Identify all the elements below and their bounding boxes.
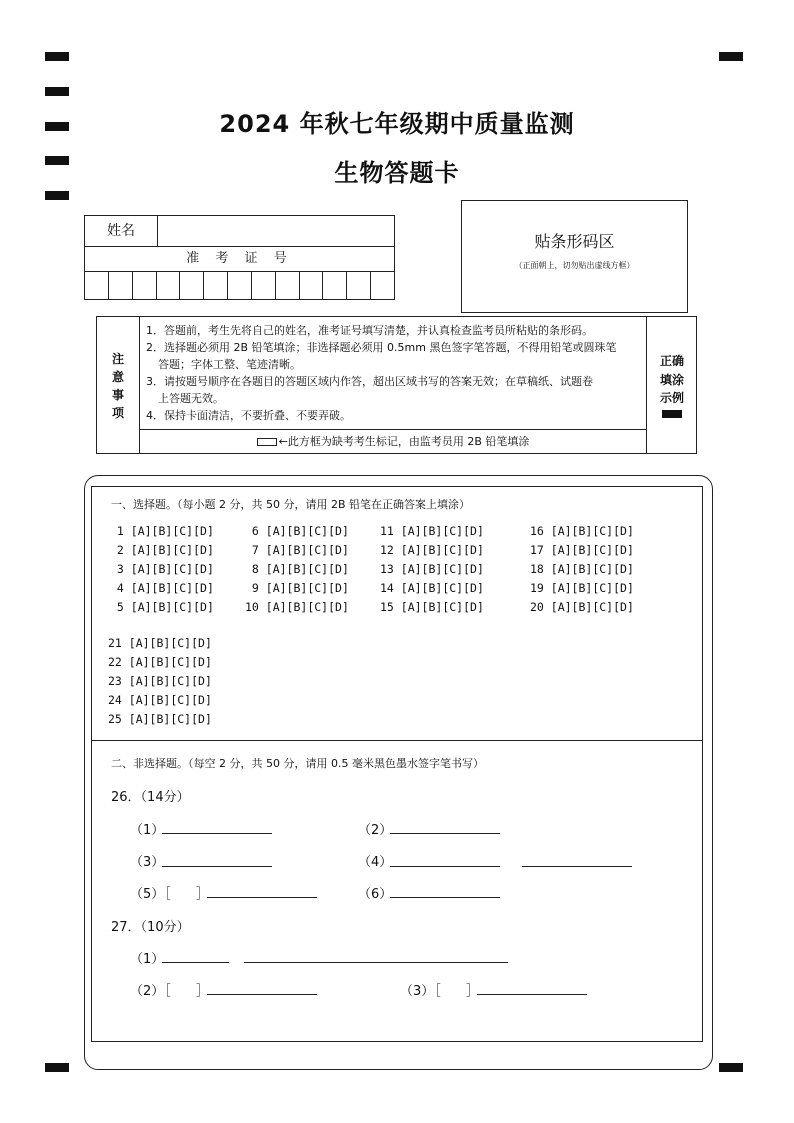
name-row: [85, 216, 394, 247]
example-text: 填涂: [659, 373, 684, 387]
mc-question-16[interactable]: [530, 524, 634, 538]
q26-bracket-close: ］: [196, 887, 210, 902]
answer-blank[interactable]: [390, 897, 500, 898]
mc-options[interactable]: [A][B][C][D]: [130, 581, 214, 595]
mc-question-13[interactable]: [380, 562, 484, 576]
answer-blank[interactable]: [207, 994, 317, 995]
mc-question-9[interactable]: [245, 581, 349, 595]
exam-id-cell[interactable]: [300, 272, 324, 300]
exam-id-cell[interactable]: [323, 272, 347, 300]
page-title: 2024 年秋七年级期中质量监测: [219, 110, 575, 138]
mc-question-number: 7: [245, 543, 266, 557]
q26-label: （2）: [358, 823, 393, 838]
mc-question-number: 15: [380, 600, 401, 614]
mc-question-10[interactable]: [245, 600, 349, 614]
mc-question-number: 23: [108, 674, 129, 688]
registration-mark: [45, 191, 69, 200]
mc-options[interactable]: [A][B][C][D]: [550, 581, 634, 595]
answer-blank[interactable]: [390, 866, 500, 867]
notice-item: 2．选择题必须用 2B 铅笔填涂；非选择题必须用 0.5mm 黑色签字笔答题，不得用铅笔或圆珠笔: [146, 341, 617, 354]
mc-question-number: 17: [530, 543, 551, 557]
mc-question-number: 19: [530, 581, 551, 595]
answer-blank[interactable]: [477, 994, 587, 995]
name-label: 姓名: [85, 216, 158, 246]
mc-question-20[interactable]: [530, 600, 634, 614]
mc-question-25[interactable]: [108, 712, 212, 726]
mc-question-number: 2: [110, 543, 131, 557]
mc-options[interactable]: [A][B][C][D]: [130, 524, 214, 538]
mc-options[interactable]: [A][B][C][D]: [265, 562, 349, 576]
mc-question-19[interactable]: [530, 581, 634, 595]
mc-question-number: 21: [108, 636, 129, 650]
mc-question-12[interactable]: [380, 543, 484, 557]
mc-options[interactable]: [A][B][C][D]: [550, 600, 634, 614]
mc-question-1[interactable]: [110, 524, 214, 538]
answer-blank[interactable]: [162, 866, 272, 867]
notice-item: 答题；字体工整、笔迹清晰。: [158, 358, 301, 371]
answer-blank[interactable]: [244, 962, 508, 963]
mc-question-8[interactable]: [245, 562, 349, 576]
notice-char: 意: [111, 370, 124, 384]
notice-label: [97, 317, 140, 453]
exam-id-cell[interactable]: [347, 272, 371, 300]
mc-question-14[interactable]: [380, 581, 484, 595]
notice-char: 项: [111, 406, 124, 420]
mc-question-3[interactable]: [110, 562, 214, 576]
notice-list: [146, 322, 642, 424]
exam-id-cell[interactable]: [252, 272, 276, 300]
notice-item: 上答题无效。: [158, 392, 224, 405]
mc-question-number: 8: [245, 562, 266, 576]
mc-question-number: 5: [110, 600, 131, 614]
q26-label: （6）: [358, 887, 393, 902]
mc-question-number: 18: [530, 562, 551, 576]
notice-box: [96, 316, 697, 454]
mc-options[interactable]: [A][B][C][D]: [400, 524, 484, 538]
mc-options[interactable]: [A][B][C][D]: [130, 562, 214, 576]
mc-question-number: 24: [108, 693, 129, 707]
mc-question-4[interactable]: [110, 581, 214, 595]
exam-id-cell[interactable]: [204, 272, 228, 300]
exam-id-cell[interactable]: [371, 272, 394, 300]
mc-question-number: 11: [380, 524, 401, 538]
mc-options[interactable]: [A][B][C][D]: [128, 674, 212, 688]
answer-blank[interactable]: [207, 897, 317, 898]
mc-options[interactable]: [A][B][C][D]: [400, 600, 484, 614]
mc-question-21[interactable]: [108, 636, 212, 650]
mc-question-number: 12: [380, 543, 401, 557]
q26-title: 26．（14分）: [111, 790, 190, 805]
mc-question-23[interactable]: [108, 674, 212, 688]
mc-question-number: 13: [380, 562, 401, 576]
exam-id-cell[interactable]: [85, 272, 109, 300]
mc-question-number: 10: [245, 600, 266, 614]
q26-label: （5）［: [130, 887, 171, 902]
absent-text: ←此方框为缺考考生标记，由监考员用 2B 铅笔填涂: [278, 435, 530, 448]
mc-question-number: 3: [110, 562, 131, 576]
q26-label: （1）: [130, 823, 165, 838]
registration-mark: [45, 87, 69, 96]
mc-question-number: 25: [108, 712, 129, 726]
barcode-label: 贴条形码区: [534, 232, 615, 251]
exam-id-cell[interactable]: [228, 272, 252, 300]
filled-bubble-example: [662, 410, 682, 418]
registration-mark: [45, 1063, 69, 1072]
mc-question-17[interactable]: [530, 543, 634, 557]
mc-question-number: 1: [110, 524, 131, 538]
mc-options[interactable]: [A][B][C][D]: [128, 636, 212, 650]
answer-blank[interactable]: [390, 833, 500, 834]
mc-options[interactable]: [A][B][C][D]: [128, 712, 212, 726]
exam-id-label: 准 考 证 号: [85, 247, 394, 272]
mc-question-number: 14: [380, 581, 401, 595]
mc-options[interactable]: [A][B][C][D]: [400, 581, 484, 595]
q27-label: （2）［: [130, 984, 171, 999]
mc-question-number: 4: [110, 581, 131, 595]
mc-question-11[interactable]: [380, 524, 484, 538]
fill-example: [646, 317, 697, 453]
barcode-area: [461, 200, 688, 313]
mc-question-number: 20: [530, 600, 551, 614]
mc-options[interactable]: [A][B][C][D]: [265, 581, 349, 595]
exam-id-cells[interactable]: [85, 272, 394, 300]
q27-bracket-close: ］: [196, 984, 210, 999]
mc-question-6[interactable]: [245, 524, 349, 538]
mc-question-15[interactable]: [380, 600, 484, 614]
q26-label-3: （3）: [130, 855, 165, 870]
exam-id-cell[interactable]: [276, 272, 300, 300]
registration-mark: [719, 1063, 743, 1072]
mc-options[interactable]: [A][B][C][D]: [130, 600, 214, 614]
mc-options[interactable]: [A][B][C][D]: [265, 543, 349, 557]
mc-question-number: 16: [530, 524, 551, 538]
mc-question-number: 22: [108, 655, 129, 669]
mc-options[interactable]: [A][B][C][D]: [265, 524, 349, 538]
q26-label-4: （4）: [358, 855, 393, 870]
answer-blank[interactable]: [522, 866, 632, 867]
section2-header: 二、非选择题。（每空 2 分，共 50 分，请用 0.5 毫米黑色墨水签字笔书写）: [111, 757, 484, 770]
mc-question-2[interactable]: [110, 543, 214, 557]
example-text: 示例: [659, 391, 684, 405]
mc-options[interactable]: [A][B][C][D]: [400, 543, 484, 557]
mc-question-5[interactable]: [110, 600, 214, 614]
q27-label: （1）: [130, 952, 165, 967]
mc-options[interactable]: [A][B][C][D]: [128, 655, 212, 669]
q27-bracket-close: ］: [466, 984, 480, 999]
mc-question-22[interactable]: [108, 655, 212, 669]
exam-id-cell[interactable]: [133, 272, 157, 300]
page-subtitle: 生物答题卡: [334, 159, 460, 187]
section1-header: 一、选择题。（每小题 2 分，共 50 分，请用 2B 铅笔在正确答案上填涂）: [111, 498, 471, 511]
exam-id-cell[interactable]: [180, 272, 204, 300]
answer-blank[interactable]: [162, 962, 229, 963]
notice-char: 注: [111, 352, 124, 366]
absent-checkbox[interactable]: [257, 438, 277, 446]
notice-char: 事: [111, 388, 124, 402]
mc-options[interactable]: [A][B][C][D]: [130, 543, 214, 557]
mc-question-number: 9: [245, 581, 266, 595]
mc-options[interactable]: [A][B][C][D]: [550, 562, 634, 576]
notice-item: 4．保持卡面清洁，不要折叠、不要弄破。: [146, 409, 351, 422]
q27-title: 27．（10分）: [111, 920, 190, 935]
mc-options[interactable]: [A][B][C][D]: [550, 524, 634, 538]
mc-options[interactable]: [A][B][C][D]: [550, 543, 634, 557]
section-divider: [91, 740, 703, 741]
mc-question-24[interactable]: [108, 693, 212, 707]
notice-item: 1．答题前，考生先将自己的姓名，准考证号填写清楚，并认真检查监考员所粘贴的条形码。: [146, 324, 593, 337]
mc-question-7[interactable]: [245, 543, 349, 557]
student-info-box: [84, 215, 395, 300]
exam-id-cell[interactable]: [109, 272, 133, 300]
example-text: 正确: [659, 354, 684, 368]
registration-mark: [719, 52, 743, 61]
mc-options[interactable]: [A][B][C][D]: [128, 693, 212, 707]
absent-marker-row: [140, 429, 646, 454]
mc-options[interactable]: [A][B][C][D]: [265, 600, 349, 614]
mc-question-18[interactable]: [530, 562, 634, 576]
exam-id-cell[interactable]: [157, 272, 181, 300]
registration-mark: [45, 52, 69, 61]
q27-label: （3）［: [400, 984, 441, 999]
barcode-note: （正面朝上，切勿贴出虚线方框）: [514, 261, 635, 270]
notice-item: 3．请按题号顺序在各题目的答题区域内作答，超出区域书写的答案无效；在草稿纸、试题卷: [146, 375, 593, 388]
mc-question-number: 6: [245, 524, 266, 538]
mc-options[interactable]: [A][B][C][D]: [400, 562, 484, 576]
answer-blank[interactable]: [162, 833, 272, 834]
